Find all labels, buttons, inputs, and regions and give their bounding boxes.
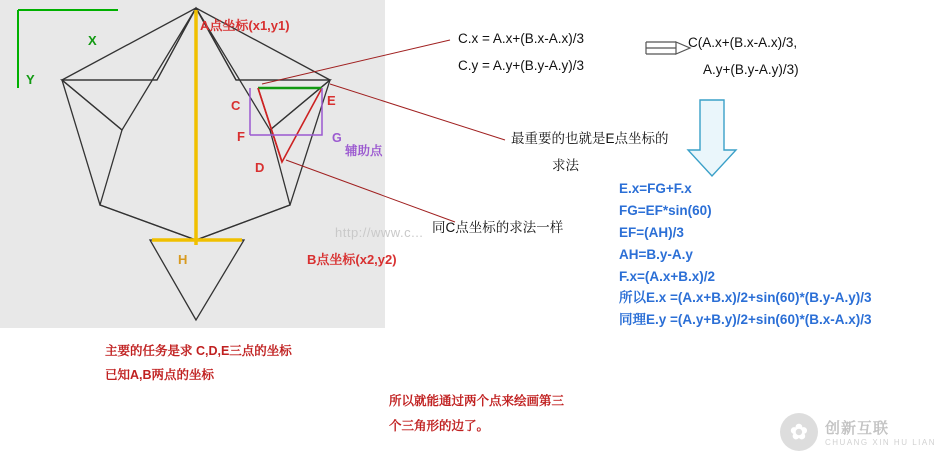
point-b-label: B点坐标(x2,y2) bbox=[307, 252, 397, 267]
ghost-url-text: http://www.c... bbox=[335, 225, 424, 240]
derivation-line-1: E.x=FG+F.x bbox=[619, 181, 692, 196]
star-diagram-panel bbox=[0, 0, 385, 328]
arrow-to-c-result bbox=[646, 42, 690, 54]
task-note-line2: 已知A,B两点的坐标 bbox=[105, 368, 215, 382]
watermark bbox=[780, 413, 936, 451]
point-c-label: C bbox=[231, 98, 241, 113]
derivation-line-5: F.x=(A.x+B.x)/2 bbox=[619, 268, 716, 284]
task-note-line1: 主要的任务是求 C,D,E三点的坐标 bbox=[105, 344, 292, 358]
watermark-main-text: 创新互联 bbox=[824, 420, 889, 437]
blue-derivation-block bbox=[619, 181, 871, 334]
derivation-line-7: 同理E.y =(A.y+B.y)/2+sin(60)*(B.x-A.x)/3 bbox=[619, 312, 872, 328]
helper-point-label: 辅助点 bbox=[345, 144, 383, 158]
watermark-sub-text: CHUANG XIN HU LIAN bbox=[824, 438, 936, 447]
derivation-line-2: FG=EF*sin(60) bbox=[619, 202, 712, 218]
formula-c-result-line2: A.y+(B.y-A.y)/3) bbox=[703, 62, 799, 77]
point-f-label: F bbox=[237, 129, 245, 144]
conclusion-line2: 个三角形的边了。 bbox=[389, 419, 490, 433]
point-d-label: D bbox=[255, 160, 265, 175]
note-e-line2: 求法 bbox=[552, 158, 579, 173]
watermark-flower-icon: ✿ bbox=[780, 413, 818, 451]
arrow-down-blue bbox=[688, 100, 736, 176]
point-g-label: G bbox=[332, 131, 342, 145]
formula-c-line2: C.y = A.y+(B.y-A.y)/3 bbox=[458, 58, 585, 73]
conclusion-line1: 所以就能通过两个点来绘画第三 bbox=[389, 394, 565, 408]
point-h-label: H bbox=[178, 252, 188, 267]
derivation-line-6: 所以E.x =(A.x+B.x)/2+sin(60)*(B.y-A.y)/3 bbox=[619, 290, 872, 306]
formula-c-result-line1: C(A.x+(B.x-A.x)/3, bbox=[688, 35, 798, 50]
note-e-line1: 最重要的也就是E点坐标的 bbox=[511, 131, 669, 146]
derivation-line-3: EF=(AH)/3 bbox=[619, 224, 684, 240]
derivation-line-4: AH=B.y-A.y bbox=[619, 246, 693, 262]
formula-c-line1: C.x = A.x+(B.x-A.x)/3 bbox=[458, 31, 585, 46]
point-e-label: E bbox=[327, 93, 336, 108]
point-a-label: A点坐标(x1,y1) bbox=[200, 18, 290, 33]
axis-y-label: Y bbox=[26, 72, 35, 87]
note-d: 同C点坐标的求法一样 bbox=[432, 220, 564, 235]
axis-x-label: X bbox=[88, 33, 97, 48]
